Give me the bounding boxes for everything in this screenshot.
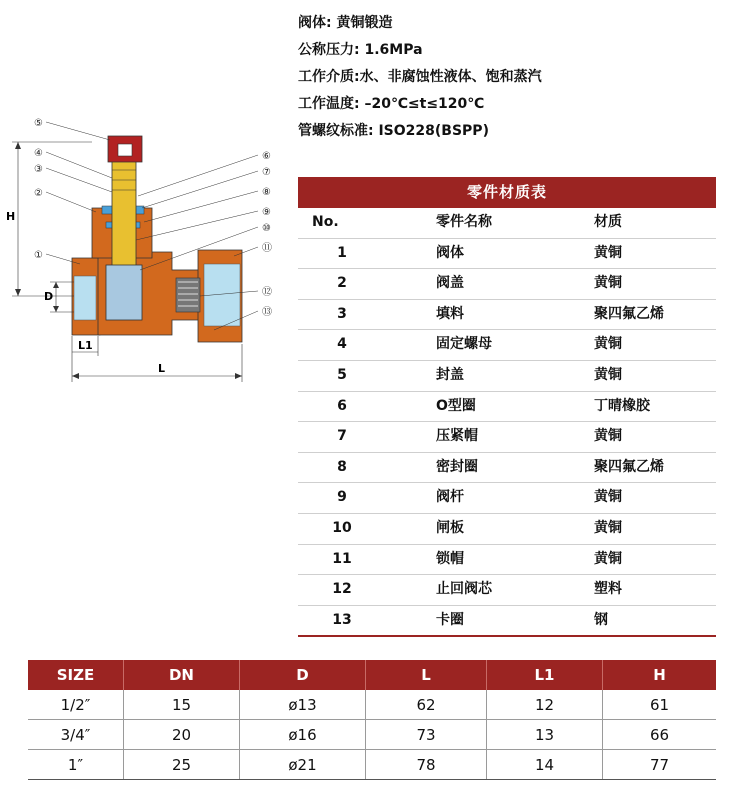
callout-5: ⑤ <box>34 118 43 129</box>
parts-table-row <box>298 330 716 361</box>
part-no: 4 <box>337 336 347 353</box>
part-material: 黄铜 <box>594 244 622 261</box>
part-no: 2 <box>337 275 347 292</box>
part-name: 阀盖 <box>436 275 464 292</box>
size-table-row <box>28 690 716 720</box>
cell-size: 1″ <box>28 750 124 780</box>
parts-table-row <box>298 606 716 638</box>
part-material: 聚四氟乙烯 <box>594 458 664 475</box>
header-material: 材质 <box>594 214 622 230</box>
header-name: 零件名称 <box>436 214 492 230</box>
parts-material-table <box>298 177 716 637</box>
cell-dn: 20 <box>124 720 240 750</box>
part-name: 止回阀芯 <box>436 581 492 598</box>
cell-h: 77 <box>603 750 717 780</box>
cell-d: ø21 <box>240 750 366 780</box>
header-d: D <box>240 660 366 690</box>
part-material: 黄铜 <box>594 550 622 567</box>
dim-D-label: D <box>44 290 54 303</box>
part-name: 封盖 <box>436 366 464 383</box>
callout-13: ⑬ <box>262 307 272 318</box>
part-name: 阀体 <box>436 244 464 261</box>
header-size: SIZE <box>28 660 124 690</box>
size-table-header <box>28 660 716 690</box>
cell-l: 73 <box>366 720 487 750</box>
header-l1: L1 <box>487 660 603 690</box>
parts-table-title: 零件材质表 <box>298 177 716 208</box>
parts-table-row <box>298 361 716 392</box>
parts-table-row <box>298 422 716 453</box>
part-no: 10 <box>332 519 352 536</box>
parts-table-row <box>298 392 716 423</box>
callout-9: ⑨ <box>262 207 271 218</box>
callout-12: ⑫ <box>262 287 272 298</box>
part-material: 黄铜 <box>594 519 622 536</box>
check-valve-core <box>176 278 200 312</box>
part-no: 11 <box>332 550 352 567</box>
parts-table-row <box>298 239 716 270</box>
callout-1: ① <box>34 250 43 261</box>
callout-11: ⑪ <box>262 243 272 254</box>
parts-table-row <box>298 575 716 606</box>
callout-10: ⑩ <box>262 223 271 234</box>
callout-3: ③ <box>34 164 43 175</box>
gate <box>106 265 142 320</box>
parts-table-row <box>298 483 716 514</box>
part-material: 钢 <box>594 611 608 628</box>
part-name: 锁帽 <box>436 550 464 567</box>
part-material: 黄铜 <box>594 489 622 506</box>
cell-h: 61 <box>603 690 717 720</box>
callouts-right <box>262 151 272 318</box>
cell-l: 62 <box>366 690 487 720</box>
part-material: 黄铜 <box>594 366 622 383</box>
parts-table-row <box>298 300 716 331</box>
part-name: 卡圈 <box>436 611 464 628</box>
part-material: 黄铜 <box>594 336 622 353</box>
part-material: 聚四氟乙烯 <box>594 305 664 322</box>
part-no: 9 <box>337 489 347 506</box>
part-name: 闸板 <box>436 519 464 536</box>
cell-size: 1/2″ <box>28 690 124 720</box>
callout-8: ⑧ <box>262 187 271 198</box>
part-no: 13 <box>332 611 352 628</box>
callout-2: ② <box>34 188 43 199</box>
part-no: 1 <box>337 244 347 261</box>
header-dn: DN <box>124 660 240 690</box>
part-no: 5 <box>337 366 347 383</box>
spec-body-material: 阀体: 黄铜锻造 <box>298 15 393 31</box>
cell-l: 78 <box>366 750 487 780</box>
part-material: 丁晴橡胶 <box>594 397 650 414</box>
part-material: 黄铜 <box>594 275 622 292</box>
callout-4: ④ <box>34 148 43 159</box>
part-name: 压紧帽 <box>436 428 478 445</box>
cell-dn: 25 <box>124 750 240 780</box>
dim-H-label: H <box>6 210 16 223</box>
parts-table-row <box>298 269 716 300</box>
size-table-row <box>28 720 716 750</box>
spec-working-medium: 工作介质:水、非腐蚀性液体、饱和蒸汽 <box>298 69 542 85</box>
size-table <box>28 660 716 780</box>
header-l: L <box>366 660 487 690</box>
cell-h: 66 <box>603 720 717 750</box>
parts-table-row <box>298 545 716 576</box>
callouts-left <box>34 118 43 261</box>
dim-L1-label: L1 <box>78 339 93 352</box>
part-no: 12 <box>332 581 352 598</box>
part-material: 黄铜 <box>594 428 622 445</box>
part-name: O型圈 <box>436 397 476 414</box>
parts-table-header <box>298 208 716 239</box>
cell-l1: 14 <box>487 750 603 780</box>
part-name: 填料 <box>436 305 464 322</box>
cell-l1: 12 <box>487 690 603 720</box>
header-h: H <box>603 660 717 690</box>
cell-d: ø16 <box>240 720 366 750</box>
callout-6: ⑥ <box>262 151 271 162</box>
valve-stem <box>112 160 136 280</box>
parts-table-row <box>298 453 716 484</box>
part-no: 3 <box>337 305 347 322</box>
parts-table-row <box>298 514 716 545</box>
part-no: 6 <box>337 397 347 414</box>
size-table-row <box>28 750 716 780</box>
cell-size: 3/4″ <box>28 720 124 750</box>
valve-section-diagram <box>0 100 290 400</box>
part-material: 塑料 <box>594 581 622 598</box>
part-name: 密封圈 <box>436 458 478 475</box>
callout-7: ⑦ <box>262 167 271 178</box>
cell-d: ø13 <box>240 690 366 720</box>
header-no: No. <box>312 214 339 230</box>
cell-dn: 15 <box>124 690 240 720</box>
spec-thread-standard: 管螺纹标准: ISO228(BSPP) <box>298 123 489 139</box>
cell-l1: 13 <box>487 720 603 750</box>
dim-L-label: L <box>158 362 166 375</box>
part-no: 7 <box>337 428 347 445</box>
spec-list <box>298 10 718 145</box>
part-name: 固定螺母 <box>436 336 492 353</box>
part-name: 阀杆 <box>436 489 464 506</box>
part-no: 8 <box>337 458 347 475</box>
spec-nominal-pressure: 公称压力: 1.6MPa <box>298 42 423 58</box>
spec-working-temperature: 工作温度: –20℃≤t≤120℃ <box>298 96 485 112</box>
